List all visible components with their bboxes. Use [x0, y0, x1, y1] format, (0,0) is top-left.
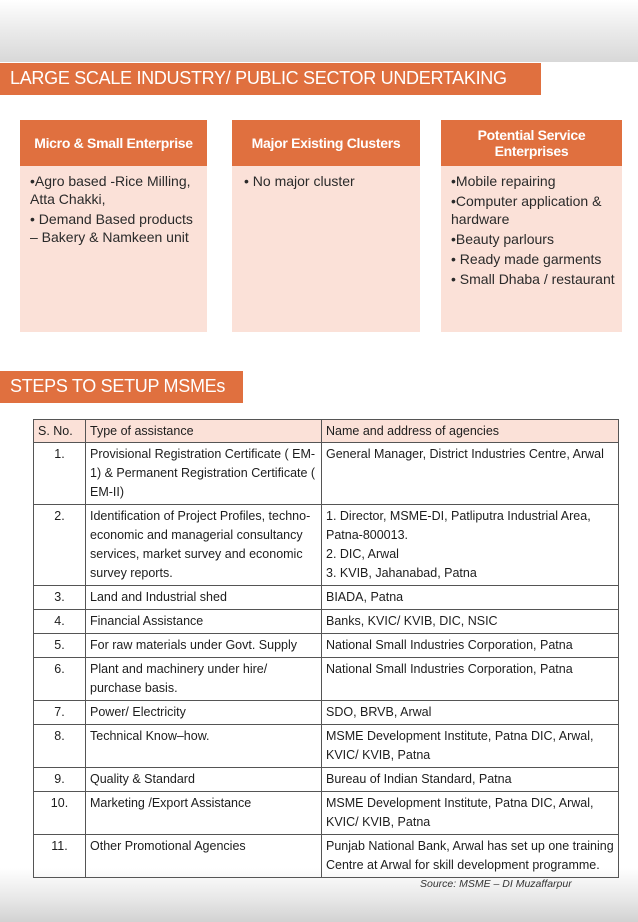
table-row [34, 443, 619, 505]
cell-agencies: MSME Development Institute, Patna DIC, Arwal, KVIC/ KVIB, Patna [322, 725, 619, 768]
cell-agencies: MSME Development Institute, Patna DIC, Arwal, KVIC/ KVIB, Patna [322, 792, 619, 835]
cell-type-of-assistance: Plant and machinery under hire/ purchase basis. [86, 658, 322, 701]
table-row [34, 610, 619, 634]
list-item: •Computer application & hardware [451, 193, 602, 227]
cell-type-of-assistance: Power/ Electricity [86, 701, 322, 725]
cell-type-of-assistance: Identification of Project Profiles, techno-economic and managerial consultancy services, market survey and economic survey reports. [86, 505, 322, 586]
cell-agencies: Banks, KVIC/ KVIB, DIC, NSIC [322, 610, 619, 634]
cell-serial-no: 5. [34, 634, 86, 658]
table-row [34, 725, 619, 768]
source-note: Source: MSME – DI Muzaffarpur [420, 878, 572, 890]
cell-agencies: National Small Industries Corporation, Patna [322, 634, 619, 658]
table-row [34, 835, 619, 878]
panel-heading: Major Existing Clusters [232, 120, 420, 166]
cell-type-of-assistance: Marketing /Export Assistance [86, 792, 322, 835]
cell-serial-no: 10. [34, 792, 86, 835]
section-title-steps-to-setup: STEPS TO SETUP MSMEs [0, 371, 243, 403]
cell-serial-no: 8. [34, 725, 86, 768]
cell-serial-no: 3. [34, 586, 86, 610]
cell-type-of-assistance: For raw materials under Govt. Supply [86, 634, 322, 658]
cell-serial-no: 2. [34, 505, 86, 586]
table-header-row [34, 420, 619, 443]
panel-micro-small-enterprise [20, 120, 207, 332]
table-row [34, 505, 619, 586]
table-row [34, 586, 619, 610]
list-item: • Ready made garments [451, 251, 602, 267]
panel-heading: Potential Service Enterprises [441, 120, 622, 166]
table-row [34, 792, 619, 835]
cell-agencies: National Small Industries Corporation, Patna [322, 658, 619, 701]
list-item: •Beauty parlours [451, 231, 554, 247]
panel-major-existing-clusters [232, 120, 420, 332]
cell-agencies: 1. Director, MSME-DI, Patliputra Industrial Area, Patna-800013. 2. DIC, Arwal 3. KVIB, Jahanabad, Patna [322, 505, 619, 586]
list-item: • Small Dhaba / restaurant [451, 271, 615, 287]
cell-serial-no: 4. [34, 610, 86, 634]
panel-list [30, 172, 201, 248]
steps-table [33, 419, 619, 878]
cell-type-of-assistance: Financial Assistance [86, 610, 322, 634]
section-title-large-scale-industry: LARGE SCALE INDUSTRY/ PUBLIC SECTOR UNDERTAKING [0, 63, 541, 95]
cell-serial-no: 11. [34, 835, 86, 878]
table-row [34, 701, 619, 725]
panel-list [451, 172, 616, 290]
list-item: •Agro based -Rice Milling, Atta Chakki, [30, 173, 191, 207]
panel-heading: Micro & Small Enterprise [20, 120, 207, 166]
panel-list [244, 172, 414, 192]
cell-serial-no: 7. [34, 701, 86, 725]
cell-agencies: Bureau of Indian Standard, Patna [322, 768, 619, 792]
list-item: •Mobile repairing [451, 173, 556, 189]
table-row [34, 634, 619, 658]
panel-potential-service-enterprises [441, 120, 622, 332]
cell-agencies: SDO, BRVB, Arwal [322, 701, 619, 725]
header-serial-no: S. No. [34, 420, 86, 443]
cell-type-of-assistance: Provisional Registration Certificate ( EM-1) & Permanent Registration Certificate ( EM-II) [86, 443, 322, 505]
header-type-of-assistance: Type of assistance [86, 420, 322, 443]
table-row [34, 768, 619, 792]
cell-type-of-assistance: Land and Industrial shed [86, 586, 322, 610]
cell-type-of-assistance: Other Promotional Agencies [86, 835, 322, 878]
list-item: • Demand Based products – Bakery & Namkeen unit [30, 211, 193, 245]
list-item: • No major cluster [244, 173, 355, 189]
cell-type-of-assistance: Technical Know–how. [86, 725, 322, 768]
cell-serial-no: 9. [34, 768, 86, 792]
table-row [34, 658, 619, 701]
cell-agencies: General Manager, District Industries Centre, Arwal [322, 443, 619, 505]
cell-agencies: Punjab National Bank, Arwal has set up one training Centre at Arwal for skill development programme. [322, 835, 619, 878]
header-agencies: Name and address of agencies [322, 420, 619, 443]
cell-serial-no: 6. [34, 658, 86, 701]
cell-serial-no: 1. [34, 443, 86, 505]
cell-type-of-assistance: Quality & Standard [86, 768, 322, 792]
cell-agencies: BIADA, Patna [322, 586, 619, 610]
top-decorative-band [0, 0, 638, 62]
